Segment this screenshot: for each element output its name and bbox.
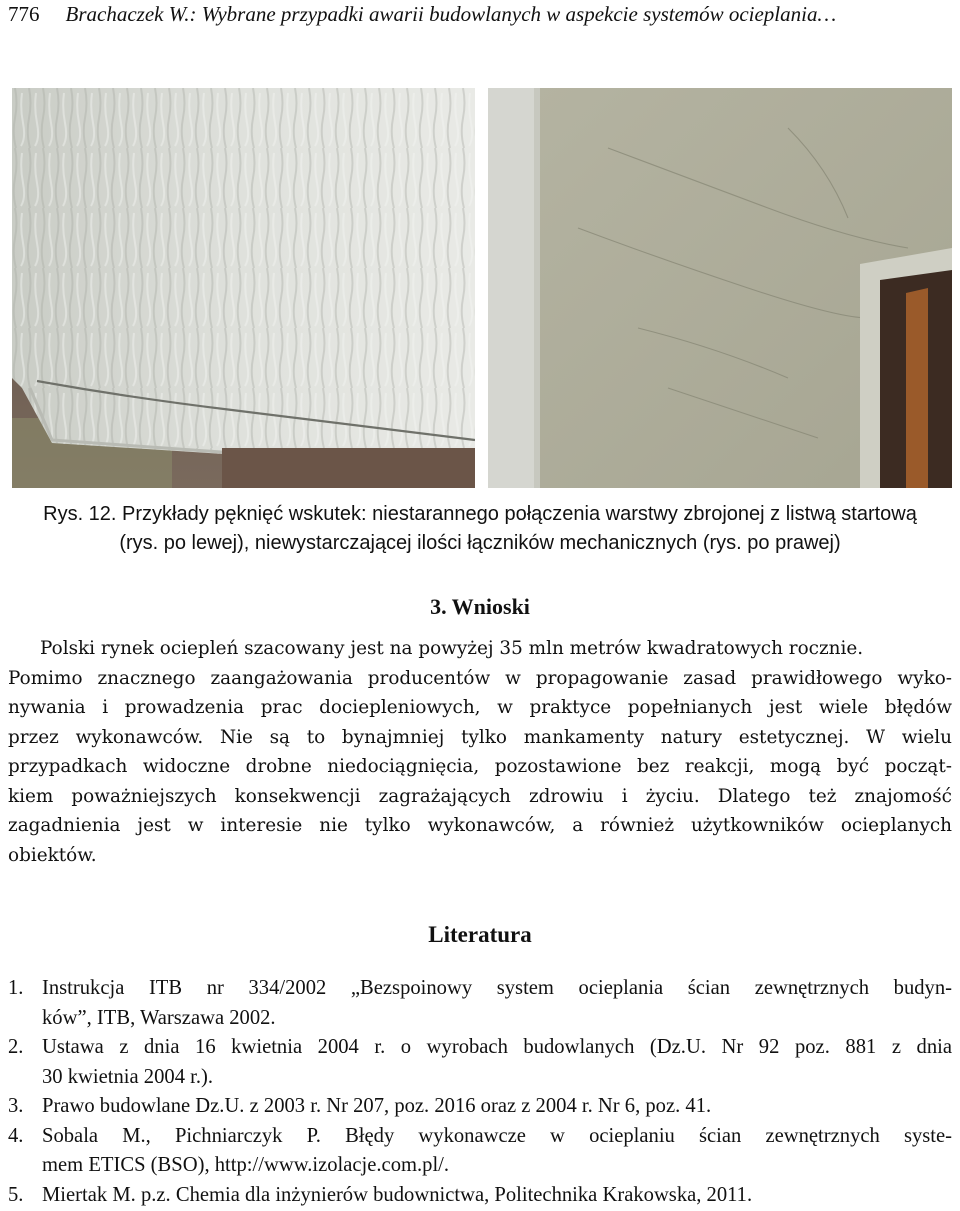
paragraph-line: przez wykonawców. Nie są to bynajmniej tylko mankamenty natury estetycznej. W wielu bbox=[8, 726, 952, 748]
reference-number: 3. bbox=[8, 1095, 24, 1117]
paragraph-line: zagadnienia jest w interesie nie tylko wykonawców, a również użytkowników ocieplanych bbox=[8, 815, 952, 836]
reference-number: 1. bbox=[8, 977, 24, 999]
caption-line-1: Rys. 12. Przykłady pęknięć wskutek: niestarannego połączenia warstwy zbrojonej z listwą startową bbox=[43, 503, 917, 525]
figure-caption bbox=[0, 500, 960, 558]
reference-item bbox=[8, 1033, 952, 1092]
section-title-literature: Literatura bbox=[428, 922, 532, 947]
paragraph-line: kiem poważniejszych konsekwencji zagrażających zdrowiu i życiu. Dlatego też znajomość bbox=[8, 785, 952, 807]
reference-text: Ustawa z dnia 16 kwietnia 2004 r. o wyrobach budowlanych (Dz.U. Nr 92 poz. 881 z dnia bbox=[42, 1036, 952, 1058]
photo-right-cracks-from-anchors bbox=[488, 88, 952, 488]
paragraph-line: Polski rynek ociepleń szacowany jest na powyżej 35 mln metrów kwadratowych rocznie. bbox=[40, 638, 864, 659]
paragraph-line: nywania i prowadzenia prac dociepleniowych, w praktyce popełnianych jest wiele błędów bbox=[8, 697, 952, 718]
caption-line-2: (rys. po lewej), niewystarczającej ilości łączników mechanicznych (rys. po prawej) bbox=[119, 532, 841, 554]
running-header bbox=[8, 2, 948, 26]
reference-text: Prawo budowlane Dz.U. z 2003 r. Nr 207, poz. 2016 oraz z 2004 r. Nr 6, poz. 41. bbox=[42, 1095, 712, 1117]
reference-item bbox=[8, 1181, 952, 1211]
reference-number: 4. bbox=[8, 1124, 24, 1147]
reference-text: ków”, ITB, Warszawa 2002. bbox=[42, 1006, 276, 1029]
paragraph-line: obiektów. bbox=[8, 844, 97, 866]
photo-left-crack-at-starter-strip bbox=[12, 88, 475, 488]
reference-text: Miertak M. p.z. Chemia dla inżynierów budownictwa, Politechnika Krakowska, 2011. bbox=[42, 1183, 753, 1206]
page-number: 776 bbox=[8, 2, 40, 26]
reference-text: Sobala M., Pichniarczyk P. Błędy wykonawcze w ocieplaniu ścian zewnętrznych syste- bbox=[42, 1124, 952, 1147]
conclusions-paragraph bbox=[8, 634, 952, 870]
reference-text: mem ETICS (BSO), http://www.izolacje.com.pl/. bbox=[42, 1154, 450, 1176]
paragraph-line: Pomimo znacznego zaangażowania producentów w propagowanie zasad prawidłowego wyko- bbox=[8, 667, 952, 689]
reference-number: 5. bbox=[8, 1183, 24, 1206]
reference-text: 30 kwietnia 2004 r.). bbox=[42, 1065, 214, 1088]
reference-item bbox=[8, 1122, 952, 1181]
running-title: Brachaczek W.: Wybrane przypadki awarii budowlanych w aspekcie systemów ocieplania… bbox=[65, 2, 837, 26]
reference-item bbox=[8, 974, 952, 1033]
reference-item bbox=[8, 1092, 952, 1122]
reference-number: 2. bbox=[8, 1036, 24, 1058]
reference-text: Instrukcja ITB nr 334/2002 „Bezspoinowy system ocieplania ścian zewnętrznych budyn- bbox=[42, 977, 952, 999]
paragraph-line: przypadkach widoczne drobne niedociągnięcia, pozostawione bez reakcji, mogą być począt- bbox=[8, 756, 952, 777]
reference-list bbox=[8, 974, 952, 1210]
section-title-conclusions: 3. Wnioski bbox=[430, 594, 530, 619]
